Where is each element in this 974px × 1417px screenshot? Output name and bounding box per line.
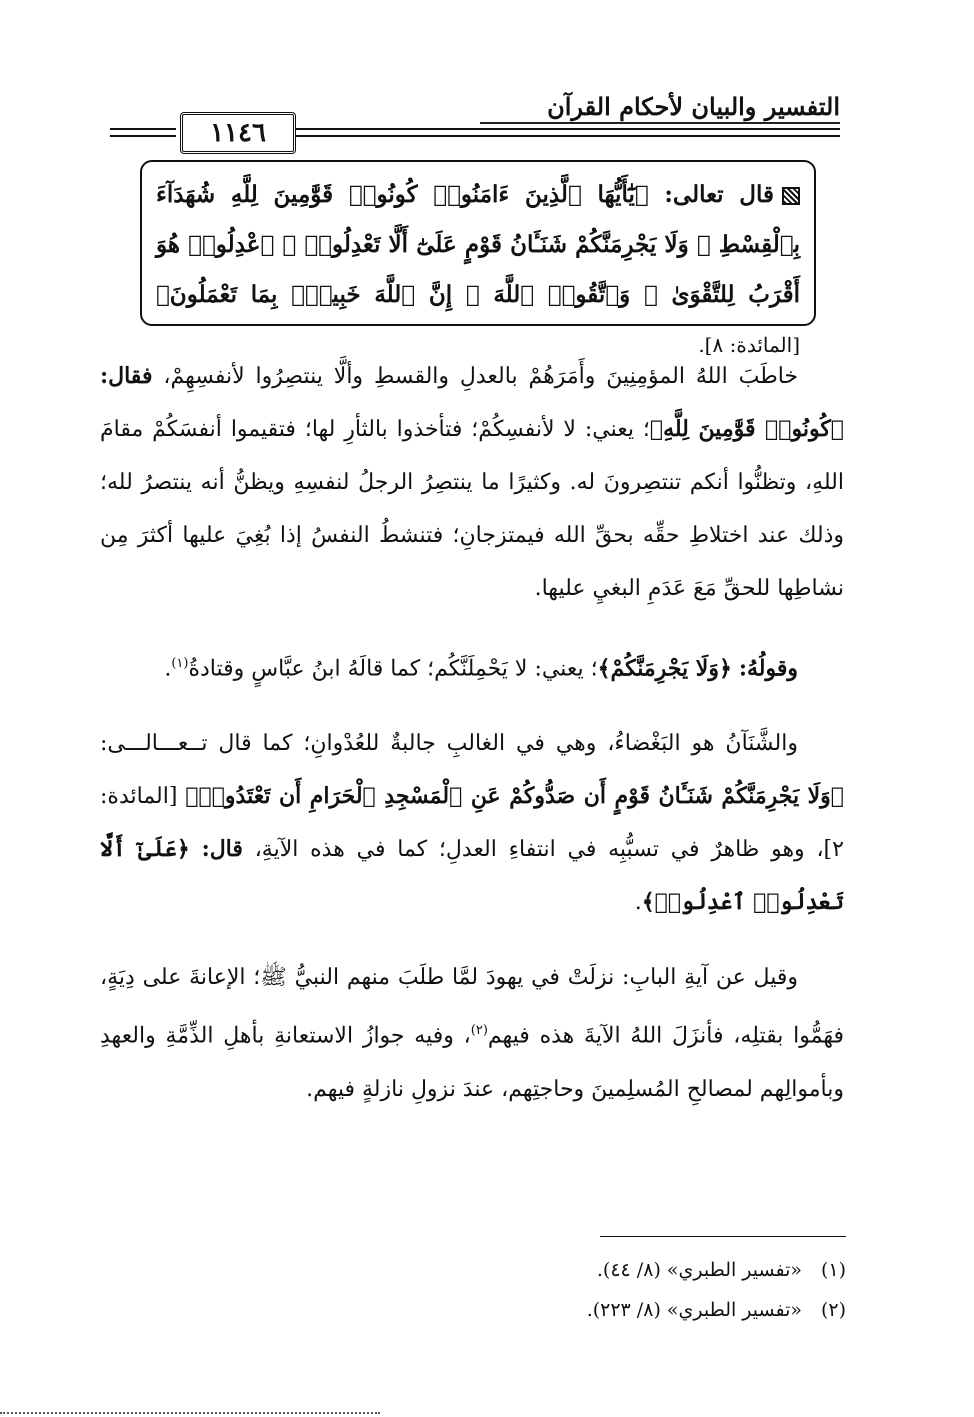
paragraph-3-text: والشَّنَآنُ هو البَغْضاءُ، وهي في الغالبِ جالبةٌ للعُدْوانِ؛ كما قال تــعـــالـــى: bbox=[100, 731, 798, 757]
verse-text: ﴿يَٰٓأَيُّهَا ٱلَّذِينَ ءَامَنُوا۟ كُونُوا۟ قَوَّٰمِينَ لِلَّهِ شُهَدَآءَ بِٱلْقِسْطِ ۖ وَلَا يَجْرِمَنَّكُمْ شَنَـَٔانُ قَوْمٍ عَلَىٰٓ أَلَّا تَعْدِلُوا۟ ۚ ٱعْدِلُوا۟ هُوَ أَقْرَبُ لِلتَّقْوَىٰ ۖ وَٱتَّقُوا۟ ٱللَّهَ ۚ إِنَّ ٱللَّهَ خَبِيرٌۢ بِمَا تَعْمَلُونَ﴾ bbox=[156, 181, 800, 308]
paragraph-2-end: . bbox=[164, 656, 172, 682]
footnote-ref-1[interactable]: (١) bbox=[171, 656, 189, 671]
footnotes bbox=[500, 1250, 846, 1330]
footnote-2 bbox=[500, 1290, 846, 1330]
header-rule-right bbox=[296, 128, 840, 137]
paragraph-3-end: . bbox=[634, 890, 642, 916]
running-header bbox=[110, 92, 840, 154]
footnote-1-number: (١) bbox=[820, 1259, 846, 1281]
title-underline bbox=[480, 122, 840, 124]
paragraph-2-lead: وقولُهُ: bbox=[738, 655, 798, 682]
paragraph-1-text: خاطَبَ اللهُ المؤمِنِينَ وأَمَرَهُمْ بالعدلِ والقسطِ وألَّا ينتصِرُوا لأنفسِهِمْ، bbox=[163, 364, 799, 389]
verse-box bbox=[140, 160, 816, 357]
verse-reference: [المائدة: ٨]. bbox=[698, 333, 800, 357]
paragraph-1-quote: ﴿كُونُوا۟ قَوَّٰمِينَ لِلَّهِ﴾ bbox=[649, 416, 844, 442]
footnote-ref-2[interactable]: (٢) bbox=[470, 1023, 488, 1039]
paragraph-2-quote: ﴿وَلَا يَجْرِمَنَّكُمْ﴾ bbox=[597, 655, 732, 682]
footnote-separator bbox=[600, 1236, 846, 1237]
paragraph-2 bbox=[100, 637, 844, 695]
header-rule-left bbox=[110, 128, 176, 137]
paragraph-1-lead: فقال: bbox=[100, 363, 153, 389]
ornament-icon bbox=[782, 187, 800, 205]
paragraph-1 bbox=[100, 350, 844, 615]
body-text bbox=[100, 350, 844, 1138]
paragraph-4-rest: ، وفيه جوازُ الاستعانةِ بأهلِ الذِّمَّةِ والعهدِ وبأموالِهم لمصالحِ المُسلِمينَ وحاجتِهم، عندَ نزولِ نازلةٍ فيهم. bbox=[100, 1023, 844, 1102]
book-title: التفسير والبيان لأحكام القرآن bbox=[547, 92, 840, 121]
paragraph-2-rest: ؛ يعني: لا يَحْمِلَنَّكُم؛ كما قالَهُ ابنُ عبَّاسٍ وقتادةُ bbox=[188, 656, 598, 682]
footnote-2-text: «تفسير الطبري» (٨/ ٢٢٣). bbox=[586, 1299, 802, 1321]
scan-edge-mark bbox=[0, 1412, 380, 1414]
page-number: ١١٤٦ bbox=[180, 112, 296, 154]
paragraph-3-quote: ﴿وَلَا يَجْرِمَنَّكُمْ شَنَـَٔانُ قَوْمٍ أَن صَدُّوكُمْ عَنِ ٱلْمَسْجِدِ ٱلْحَرَامِ أَن تَعْتَدُوا۟﴾ bbox=[185, 783, 845, 810]
paragraph-3 bbox=[100, 717, 844, 929]
footnote-1 bbox=[500, 1250, 846, 1290]
paragraph-4 bbox=[100, 951, 844, 1115]
paragraph-1-rest: ؛ يعني: لا لأنفسِكُمْ؛ فتأخذوا بالثأرِ لها؛ فتقيموا أنفسَكُمْ مقامَ اللهِ، وتظنُّوا أنكم تنتصِرونَ له. وكثيرًا ما ينتصِرُ الرجلُ لنفسِهِ ويظنُّ أنه ينتصرُ لله؛ وذلك عند اختلاطِ حقِّه بحقِّ الله فيمتزجانِ؛ فتنشطُ النفسُ إذا بُغِيَ عليها أكثرَ مِن نشاطِها للحقِّ مَعَ عَدَمِ البغيِ عليها. bbox=[100, 417, 844, 601]
paragraph-4-text: وقيل عن آيةِ البابِ: نزلَتْ في يهودَ لمَّا طلَبَ منهم النبيُّ ﷺ؛ الإعانةَ على دِيَةٍ، فهَمُّوا بقتلِه، فأنزَلَ اللهُ الآيةَ هذه فيهم bbox=[100, 965, 844, 1049]
paragraph-3-cont: [المائدة: ٢]، وهو ظاهرٌ في تسبُّبِه في انتفاءِ العدلِ؛ كما في هذه الآيةِ، bbox=[100, 784, 844, 863]
paragraph-3-quote-2: ﴿عَلَىٰٓ أَلَّا تَعْدِلُوا۟ ٱعْدِلُوا۟﴾ bbox=[100, 836, 844, 916]
verse-lead: قال تعالى: bbox=[664, 181, 774, 208]
footnote-2-number: (٢) bbox=[820, 1299, 846, 1321]
paragraph-3-lead: قال: bbox=[201, 836, 243, 863]
footnote-1-text: «تفسير الطبري» (٨/ ٤٤). bbox=[596, 1259, 802, 1281]
